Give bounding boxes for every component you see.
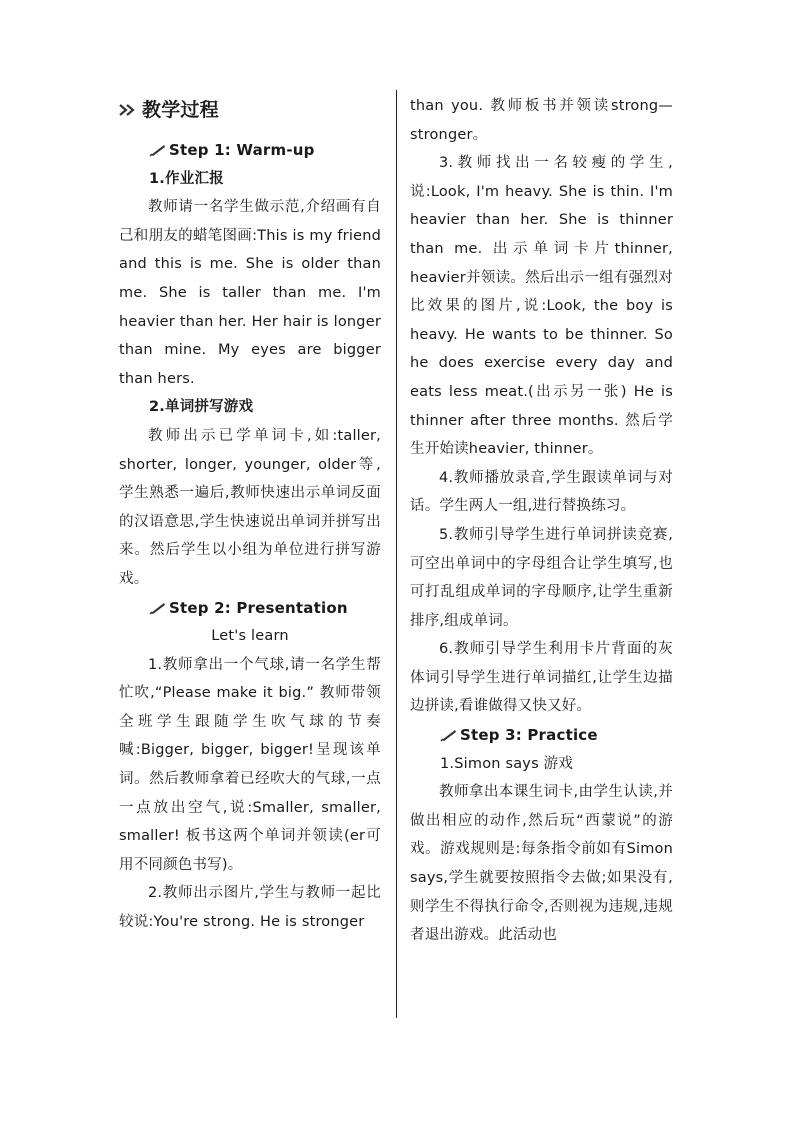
step-2-paragraph-2-continued: than you. 教师板书并领读strong—stronger。 [410,98,673,143]
section-heading-text: 教学过程 [142,99,219,121]
column-divider [396,90,397,1018]
step-1-heading [119,136,381,165]
step-1-sub-1: 1.作业汇报 [149,170,224,187]
step-2-heading [119,594,381,623]
step-2-label: Step 2: Presentation [169,598,348,617]
step-2-paragraph-2: 2.教师出示图片,学生与教师一起比较说:You're strong. He is stronger [119,885,381,931]
step-3-heading [410,721,673,750]
step-1-sub-2: 2.单词拼写游戏 [149,399,254,416]
step-2-paragraph-6: 6.教师引导学生利用卡片背面的灰体词引导学生进行单词描红,让学生边描边拼读,看谁做得又快又好。 [410,641,673,715]
right-column [410,92,673,950]
step-1-paragraph-1: 教师请一名学生做示范,介绍画有自己和朋友的蜡笔图画:This is my friend and this is me. She is older than me. She is taller than me. I'm heavier than her. Her hair is longer than mine. My eyes are bigger than hers. [119,199,381,387]
double-chevron-icon [119,103,141,117]
section-heading [119,96,381,124]
step-3-sub-1: 1.Simon says 游戏 [440,755,574,772]
lets-learn-label: Let's learn [211,628,289,645]
step-2-paragraph-1: 1.教师拿出一个气球,请一名学生帮忙吹,“Please make it big.” 教师带领全班学生跟随学生吹气球的节奏喊:Bigger, bigger, bigger!呈现该单词。然后教师拿着已经吹大的气球,一点一点放出空气,说:Smaller, smaller, smaller! 板书这两个单词并领读(er可用不同颜色书写)。 [119,656,381,873]
pen-icon [440,728,458,742]
left-column [119,88,381,937]
step-2-paragraph-3: 3.教师找出一名较瘦的学生,说:Look, I'm heavy. She is thin. I'm heavier than her. She is thinner than me. 出示单词卡片thinner, heavier并领读。然后出示一组有强烈对比效果的图片,说:Look, the boy is heavy. He wants to be thinner. So he does exercise every day and eats less meat.(出示另一张) He is thinner after three months. 然后学生开始读heavier, thinner。 [410,155,673,458]
step-1-paragraph-2: 教师出示已学单词卡,如:taller, shorter, longer, younger, older等,学生熟悉一遍后,教师快速出示单词反面的汉语意思,学生快速说出单词并拼写出来。然后学生以小组为单位进行拼写游戏。 [119,427,381,587]
step-3-label: Step 3: Practice [460,726,598,745]
pen-icon [149,143,167,157]
step-2-paragraph-5: 5.教师引导学生进行单词拼读竞赛,可空出单词中的字母组合让学生填写,也可打乱组成单词的字母顺序,让学生重新排序,组成单词。 [410,526,673,629]
step-3-paragraph-1: 教师拿出本课生词卡,由学生认读,并做出相应的动作,然后玩“西蒙说”的游戏。游戏规则是:每条指令前如有Simon says,学生就要按照指令去做;如果没有,则学生不得执行命令,否则视为违规,违规者退出游戏。此活动也 [410,784,673,944]
step-2-paragraph-4: 4.教师播放录音,学生跟读单词与对话。学生两人一组,进行替换练习。 [410,469,673,515]
pen-icon [149,601,167,615]
step-1-label: Step 1: Warm-up [169,141,315,159]
